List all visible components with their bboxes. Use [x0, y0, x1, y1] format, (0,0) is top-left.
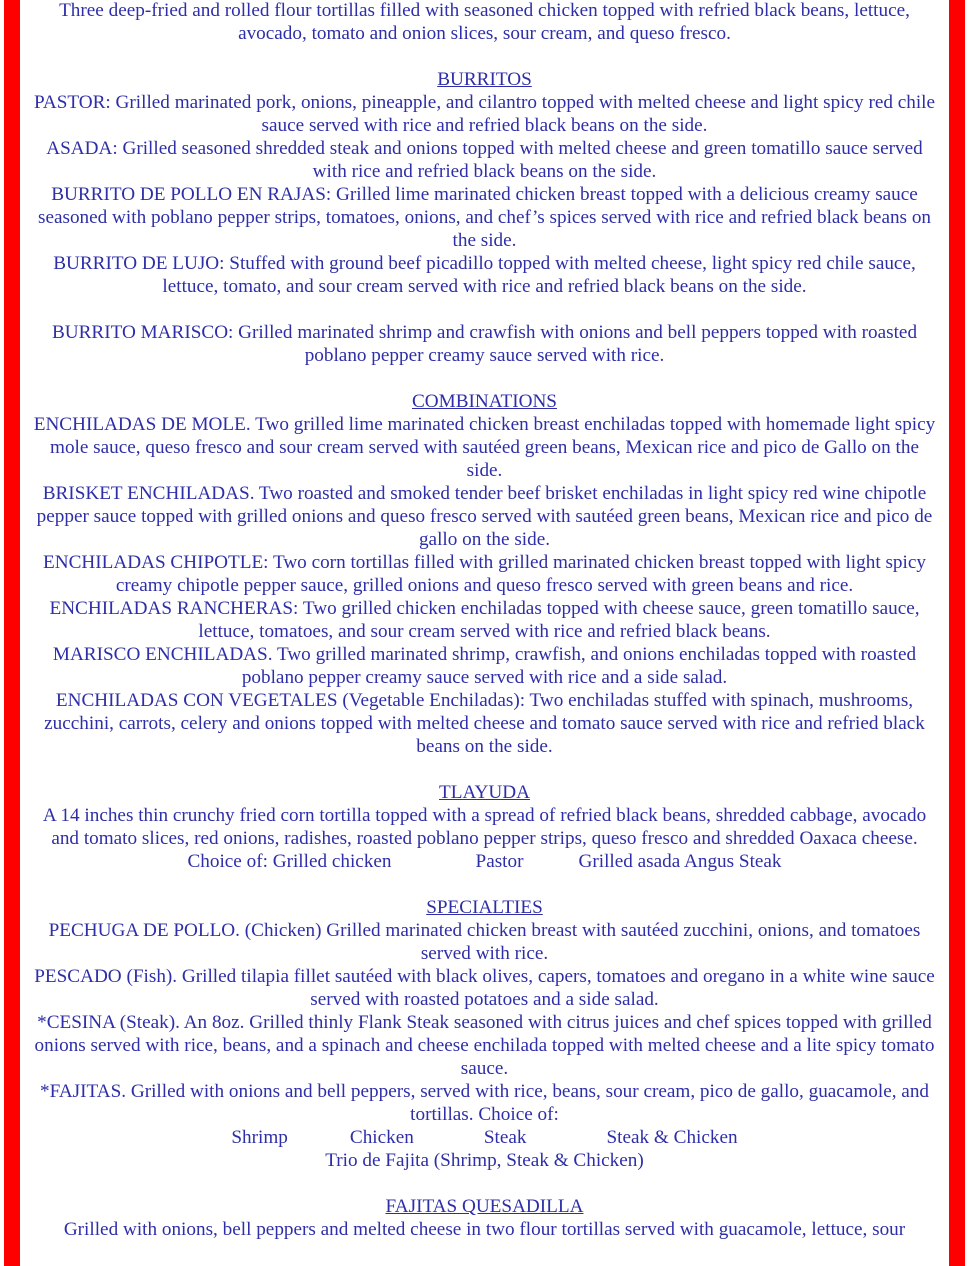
fajita-choice-shrimp: Shrimp: [231, 1127, 288, 1148]
burrito-item-asada: ASADA: Grilled seasoned shredded steak and onions topped with melted cheese and green tomatillo sauce served with rice and refried black beans on the side.: [46, 138, 923, 182]
burritos-heading: BURRITOS: [437, 69, 532, 90]
fajita-choice-steak-chicken: Steak & Chicken: [606, 1127, 738, 1148]
burrito-item-pollo-en-rajas: BURRITO DE POLLO EN RAJAS: Grilled lime marinated chicken breast topped with a delicious creamy sauce seasoned with poblano pepper strips, tomatoes, onions, and chef’s spices served with rice and refried black beans on the side.: [37, 184, 932, 251]
combination-item-chipotle: ENCHILADAS CHIPOTLE: Two corn tortillas filled with grilled marinated chicken breast topped with light spicy creamy chipotle pepper sauce, grilled onions and queso fresco served with green beans and rice.: [43, 552, 926, 596]
spacer: [24, 873, 945, 896]
tlayuda-choice-asada: Grilled asada Angus Steak: [578, 851, 782, 872]
spacer: [24, 367, 945, 390]
combination-item-brisket: BRISKET ENCHILADAS. Two roasted and smoked tender beef brisket enchiladas in light spicy red wine chipotle pepper sauce topped with grilled onions and queso fresco served with sautéed green beans, Mexican rice and pico de gallo on the side.: [36, 483, 933, 550]
specialty-item-fajitas: *FAJITAS. Grilled with onions and bell peppers, served with rice, beans, sour cream, pico de gallo, guacamole, and tortillas. Choice of:: [39, 1081, 930, 1125]
menu-content: [24, 0, 945, 1241]
tlayuda-choices: [24, 850, 945, 873]
spacer: [24, 758, 945, 781]
fajitas-quesadilla-heading: FAJITAS QUESADILLA: [385, 1196, 584, 1217]
combination-item-mole: ENCHILADAS DE MOLE. Two grilled lime marinated chicken breast enchiladas topped with homemade light spicy mole sauce, queso fresco and sour cream served with sautéed green beans, Mexican rice and pico de Gallo on the side.: [33, 414, 936, 481]
right-red-border: [949, 0, 965, 1266]
fajita-choices: [24, 1126, 945, 1149]
fajita-choice-steak: Steak: [483, 1127, 527, 1148]
spacer: [24, 1172, 945, 1195]
burrito-item-de-lujo: BURRITO DE LUJO: Stuffed with ground beef picadillo topped with melted cheese, light spicy red chile sauce, lettuce, tomato, and sour cream served with rice and refried black beans on the side.: [53, 253, 916, 297]
specialties-heading: SPECIALTIES: [426, 897, 543, 918]
tlayuda-description: A 14 inches thin crunchy fried corn tortilla topped with a spread of refried black beans, shredded cabbage, avocado and tomato slices, red onions, radishes, roasted poblano pepper strips, queso fresco and shredded Oaxaca cheese.: [42, 805, 927, 849]
combinations-heading: COMBINATIONS: [412, 391, 557, 412]
spacer: [24, 298, 945, 321]
specialty-item-cesina: *CESINA (Steak). An 8oz. Grilled thinly Flank Steak seasoned with citrus juices and chef spices topped with grilled onions served with rice, beans, and a spinach and cheese enchilada topped with melted cheese and a lite spicy tomato sauce.: [34, 1012, 935, 1079]
specialty-item-pechuga: PECHUGA DE POLLO. (Chicken) Grilled marinated chicken breast with sautéed zucchini, onions, and tomatoes served with rice.: [48, 920, 921, 964]
fajita-choice-chicken: Chicken: [349, 1127, 414, 1148]
burrito-item-pastor: PASTOR: Grilled marinated pork, onions, pineapple, and cilantro topped with melted cheese and light spicy red chile sauce served with rice and refried black beans on the side.: [33, 92, 936, 136]
fajita-trio: Trio de Fajita (Shrimp, Steak & Chicken): [325, 1150, 644, 1171]
intro-description: Three deep-fried and rolled flour tortillas filled with seasoned chicken topped with refried black beans, lettuce, avocado, tomato and onion slices, sour cream, and queso fresco.: [59, 0, 910, 44]
spacer: [24, 45, 945, 68]
left-red-border: [4, 0, 20, 1266]
tlayuda-choice-pastor: Pastor: [475, 851, 524, 872]
combination-item-marisco: MARISCO ENCHILADAS. Two grilled marinated shrimp, crawfish, and onions enchiladas topped with roasted poblano pepper creamy sauce served with rice and a side salad.: [52, 644, 917, 688]
fajitas-quesadilla-description: Grilled with onions, bell peppers and melted cheese in two flour tortillas served with guacamole, lettuce, sour: [63, 1219, 906, 1240]
combination-item-vegetales: ENCHILADAS CON VEGETALES (Vegetable Enchiladas): Two enchiladas stuffed with spinach, mushrooms, zucchini, carrots, celery and onions topped with melted cheese and tomato sauce served with rice and refried black beans on the side.: [44, 690, 925, 757]
tlayuda-choice-chicken: Choice of: Grilled chicken: [187, 851, 392, 872]
specialty-item-pescado: PESCADO (Fish). Grilled tilapia fillet sautéed with black olives, capers, tomatoes and oregano in a white wine sauce served with roasted potatoes and a side salad.: [34, 966, 935, 1010]
burrito-item-marisco: BURRITO MARISCO: Grilled marinated shrimp and crawfish with onions and bell peppers topped with roasted poblano pepper creamy sauce served with rice.: [51, 322, 918, 366]
combination-item-rancheras: ENCHILADAS RANCHERAS: Two grilled chicken enchiladas topped with cheese sauce, green tomatillo sauce, lettuce, tomatoes, and sour cream served with rice and refried black beans.: [49, 598, 920, 642]
tlayuda-heading: TLAYUDA: [439, 782, 530, 803]
